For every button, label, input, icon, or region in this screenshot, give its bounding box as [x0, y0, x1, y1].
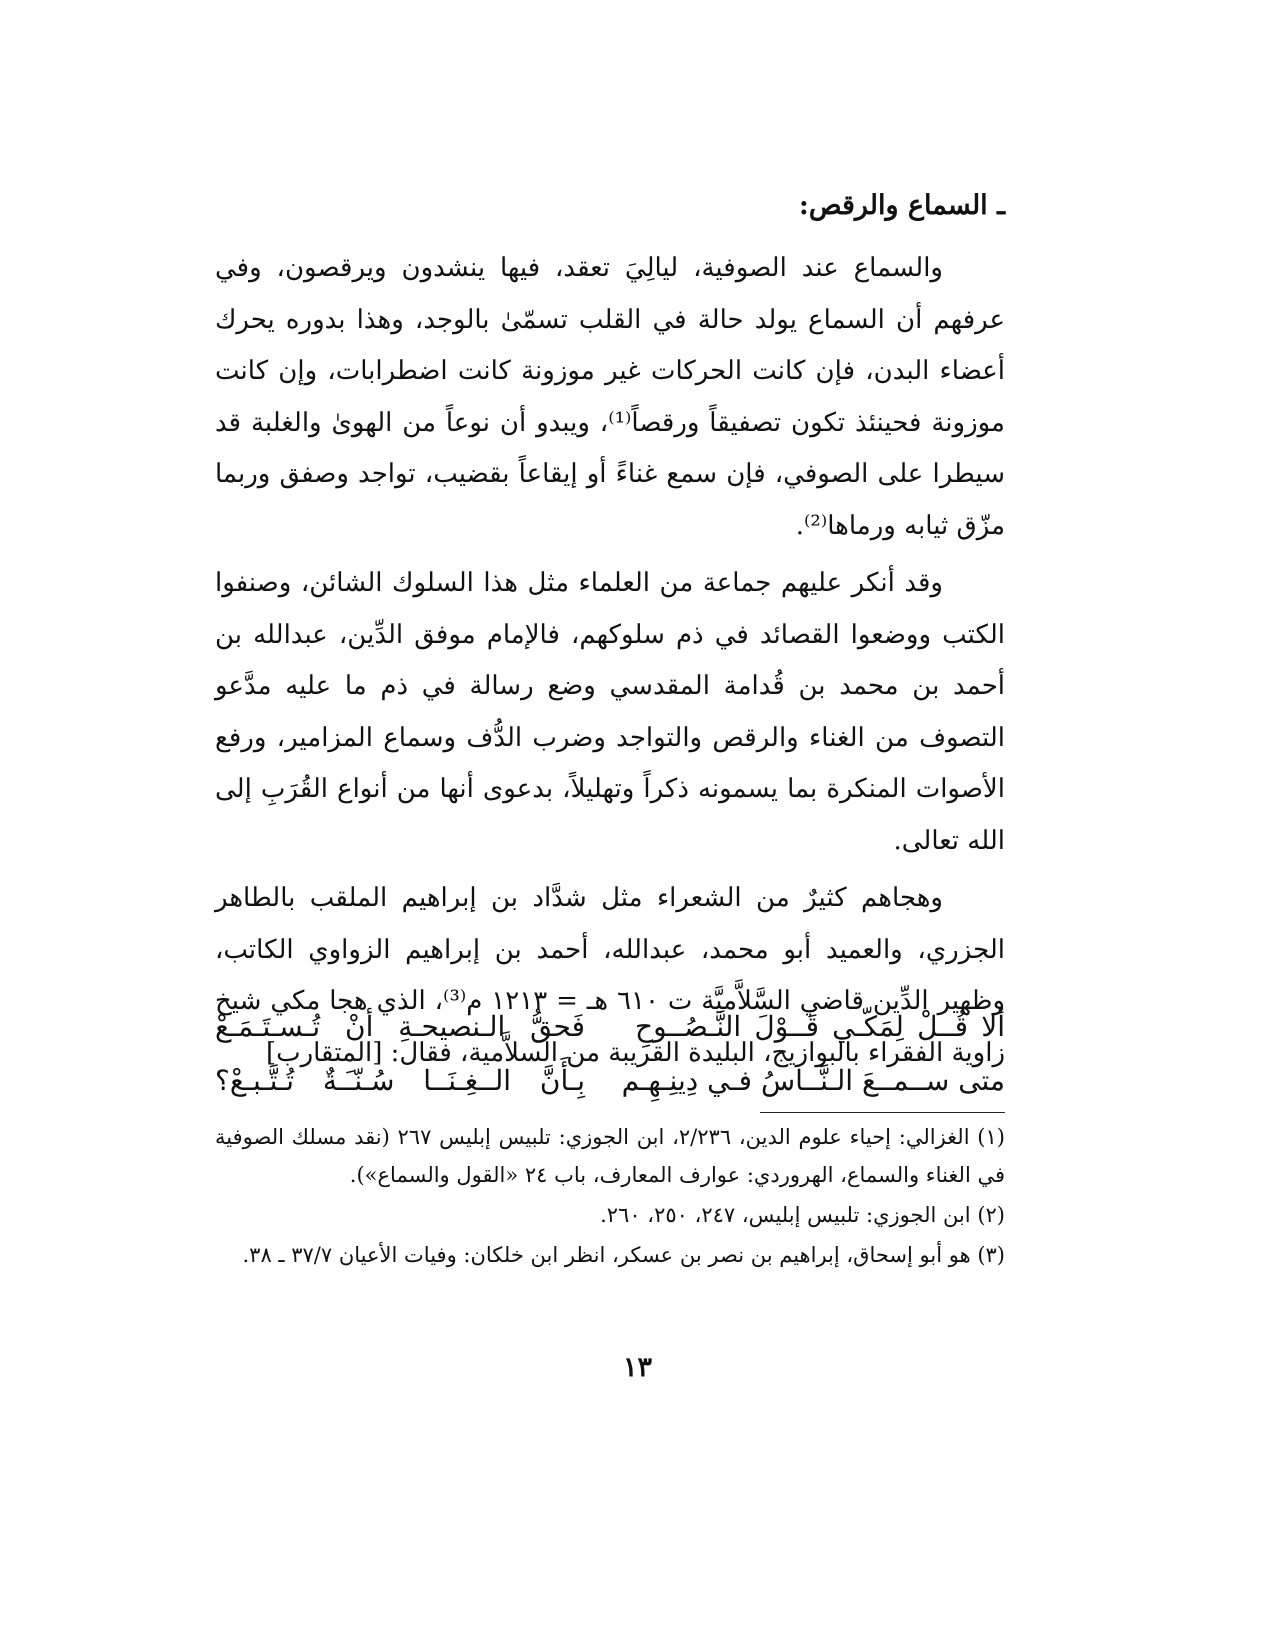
verse-first-hemistich: ألا قُــلْ لِمَكّـي قَــوْلَ النَّـصُــوحِ: [635, 1010, 1005, 1043]
verse-second-hemistich: فَحقُّ الـنصيحـةِ أنْ تُـسـتَـمَـعْ: [215, 1010, 585, 1043]
footnote-separator: [760, 1112, 1005, 1113]
footnote: (٣) هو أبو إسحاق، إبراهيم بن نصر بن عسكر، انظر ابن خلكان: وفيات الأعيان ٣٧/٧ ـ ٣٨.: [242, 1243, 1005, 1267]
body-text: [215, 243, 1005, 1079]
poem-verse: [215, 1000, 1005, 1108]
section-title: ـ السماع والرقص:: [798, 190, 1005, 221]
paragraph: وقد أنكر عليهم جماعة من العلماء مثل هذا السلوك الشائن، وصنفوا الكتب ووضعوا القصائد في ذم سلوكهم، فالإمام موفق الدِّين، عبدالله بن أحمد بن محمد بن قُدامة المقدسي وضع رسالة في ذم ما عليه مدَّعو التصوف من الغناء والرقص والتواجد وضرب الدُّف وسماع المزامير، ورفع الأصوات المنكرة بما يسمونه ذكراً وتهليلاً، بدعوى أنها من أنواع القُرَبِ إلى الله تعالى.: [215, 568, 1005, 856]
footnote: (٢) ابن الجوزي: تلبيس إبليس، ٢٤٧، ٢٥٠، ٢٦٠.: [600, 1203, 1005, 1227]
page-number: ١٣: [622, 1352, 652, 1383]
footnote: (١) الغزالي: إحياء علوم الدين، ٢/٢٣٦، ابن الجوزي: تلبيس إبليس ٢٦٧ (نقد مسلك الصوفية في الغناء والسماع، الهروردي: عوارف المعارف، باب ٢٤ «القول والسماع»).: [215, 1125, 1005, 1187]
paragraph: وهجاهم كثيرٌ من الشعراء مثل شدَّاد بن إبراهيم الملقب بالطاهر الجزري، والعميد أبو محمد، عبدالله، أحمد بن إبراهيم الزواوي الكاتب، وظهير الدِّين قاضي السَّلاَّميَّة ت ٦١٠ هـ = ١٢١٣ م⁽³⁾، الذي هجا مكي شيخ زاوية الفقراء بالبوازيج، البليدة القريبة من السلاَّمية، فقال: [المتقارب]: [215, 883, 1006, 1068]
verse-second-hemistich: بِـأَنَّ الــغِـنَــا سُـنّـَـةٌ تُـتَّـبـعْ؟: [215, 1064, 585, 1097]
paragraph: والسماع عند الصوفية، ليالِيَ تعقد، فيها ينشدون ويرقصون، وفي عرفهم أن السماع يولد حالة في القلب تسمّىٰ بالوجد، وهذا بدوره يحرك أعضاء البدن، فإن كانت الحركات غير موزونة كانت اضطرابات، وإن كانت موزونة فحينئذ تكون تصفيقاً ورقصاً⁽¹⁾، ويبدو أن نوعاً من الهوىٰ والغلبة قد سيطرا على الصوفي، فإن سمع غناءً أو إيقاعاً بقضيب، تواجد وصفق وربما مزّق ثيابه ورماها⁽²⁾.: [215, 253, 1005, 541]
footnotes: [215, 1118, 1005, 1276]
verse-line: [215, 1000, 1005, 1054]
verse-first-hemistich: متى ســمــعَ الـنَّــاسُ فـي دِينِـهِـم: [621, 1064, 1005, 1097]
verse-line: [215, 1054, 1005, 1108]
